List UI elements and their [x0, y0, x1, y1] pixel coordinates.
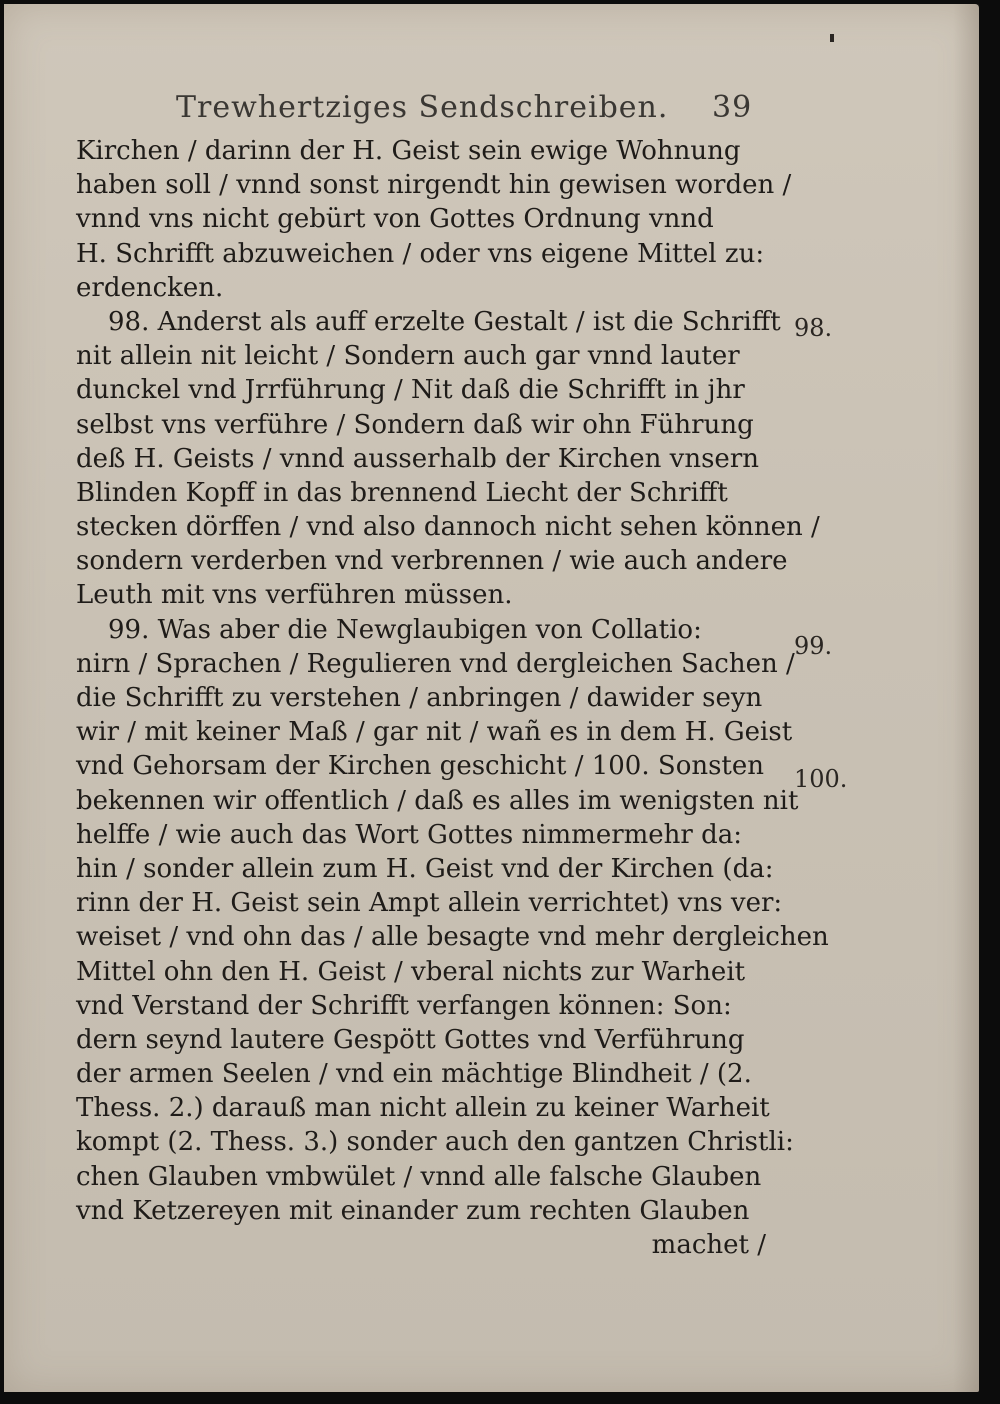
text-line: helffe / wie auch das Wort Gottes nimmermehr da:: [76, 819, 743, 850]
text-line: rinn der H. Geist sein Ampt allein verrichtet) vns ver:: [76, 888, 783, 919]
text-line: Kirchen / darinn der H. Geist sein ewige Wohnung: [76, 136, 741, 166]
text-line: chen Glauben vmbwület / vnnd alle falsche Glauben: [76, 1161, 762, 1192]
ink-mark: [830, 34, 834, 42]
text-line: Thess. 2.) darauß man nicht allein zu keiner Warheit: [76, 1093, 770, 1124]
text-line: 99. Was aber die Newglaubigen von Collatio:: [108, 614, 702, 645]
text-line: stecken dörffen / vnd also dannoch nicht sehen können /: [76, 512, 820, 543]
text-line: Mittel ohn den H. Geist / vberal nichts zur Warheit: [76, 956, 746, 987]
margin-number: 99.: [794, 632, 833, 660]
running-header: [176, 86, 776, 136]
text-line: nit allein nit leicht / Sondern auch gar vnnd lauter: [76, 341, 740, 372]
page-number: 39: [712, 90, 753, 125]
text-line: hin / sonder allein zum H. Geist vnd der Kirchen (da:: [76, 853, 774, 884]
text-line: dunckel vnd Jrrführung / Nit daß die Schrifft in jhr: [76, 375, 745, 406]
running-title: Trewhertziges Sendschreiben.: [176, 90, 669, 125]
text-line: selbst vns verführe / Sondern daß wir ohn Führung: [76, 409, 754, 440]
text-line: haben soll / vnnd sonst nirgendt hin gewisen worden /: [76, 170, 792, 201]
catchword: machet /: [651, 1230, 766, 1260]
text-line: die Schrifft zu verstehen / anbringen / dawider seyn: [76, 683, 763, 713]
text-line: vnd Verstand der Schrifft verfangen können: Son:: [76, 990, 732, 1021]
text-line: vnd Gehorsam der Kirchen geschicht / 100. Sonsten: [76, 751, 765, 782]
text-line: kompt (2. Thess. 3.) sonder auch den gantzen Christli:: [76, 1127, 794, 1158]
text-line: Blinden Kopff in das brennend Liecht der Schrifft: [76, 477, 728, 508]
text-line: bekennen wir offentlich / daß es alles im wenigsten nit: [76, 785, 799, 816]
text-line: vnnd vns nicht gebürt von Gottes Ordnung vnnd: [76, 204, 714, 235]
book-page: [4, 4, 979, 1392]
margin-number: 98.: [794, 314, 833, 342]
text-line: sondern verderben vnd verbrennen / wie auch andere: [76, 546, 788, 577]
body-text: [76, 134, 829, 1262]
text-line: Leuth mit vns verführen müssen.: [76, 580, 513, 611]
text-line: nirn / Sprachen / Regulieren vnd dergleichen Sachen /: [76, 648, 795, 679]
text-line: H. Schrifft abzuweichen / oder vns eigene Mittel zu:: [76, 238, 765, 269]
text-line: deß H. Geists / vnnd ausserhalb der Kirchen vnsern: [76, 443, 759, 474]
text-line: dern seynd lautere Gespött Gottes vnd Verführung: [76, 1024, 745, 1055]
margin-number: 100.: [794, 765, 848, 793]
text-line: weiset / vnd ohn das / alle besagte vnd mehr dergleichen: [76, 922, 829, 953]
text-line: 98. Anderst als auff erzelte Gestalt / ist die Schrifft: [108, 306, 781, 337]
text-line: wir / mit keiner Maß / gar nit / wañ es in dem H. Geist: [76, 717, 793, 748]
text-line: vnd Ketzereyen mit einander zum rechten Glauben: [76, 1195, 750, 1226]
text-line: erdencken.: [76, 272, 224, 303]
text-line: der armen Seelen / vnd ein mächtige Blindheit / (2.: [76, 1059, 752, 1090]
